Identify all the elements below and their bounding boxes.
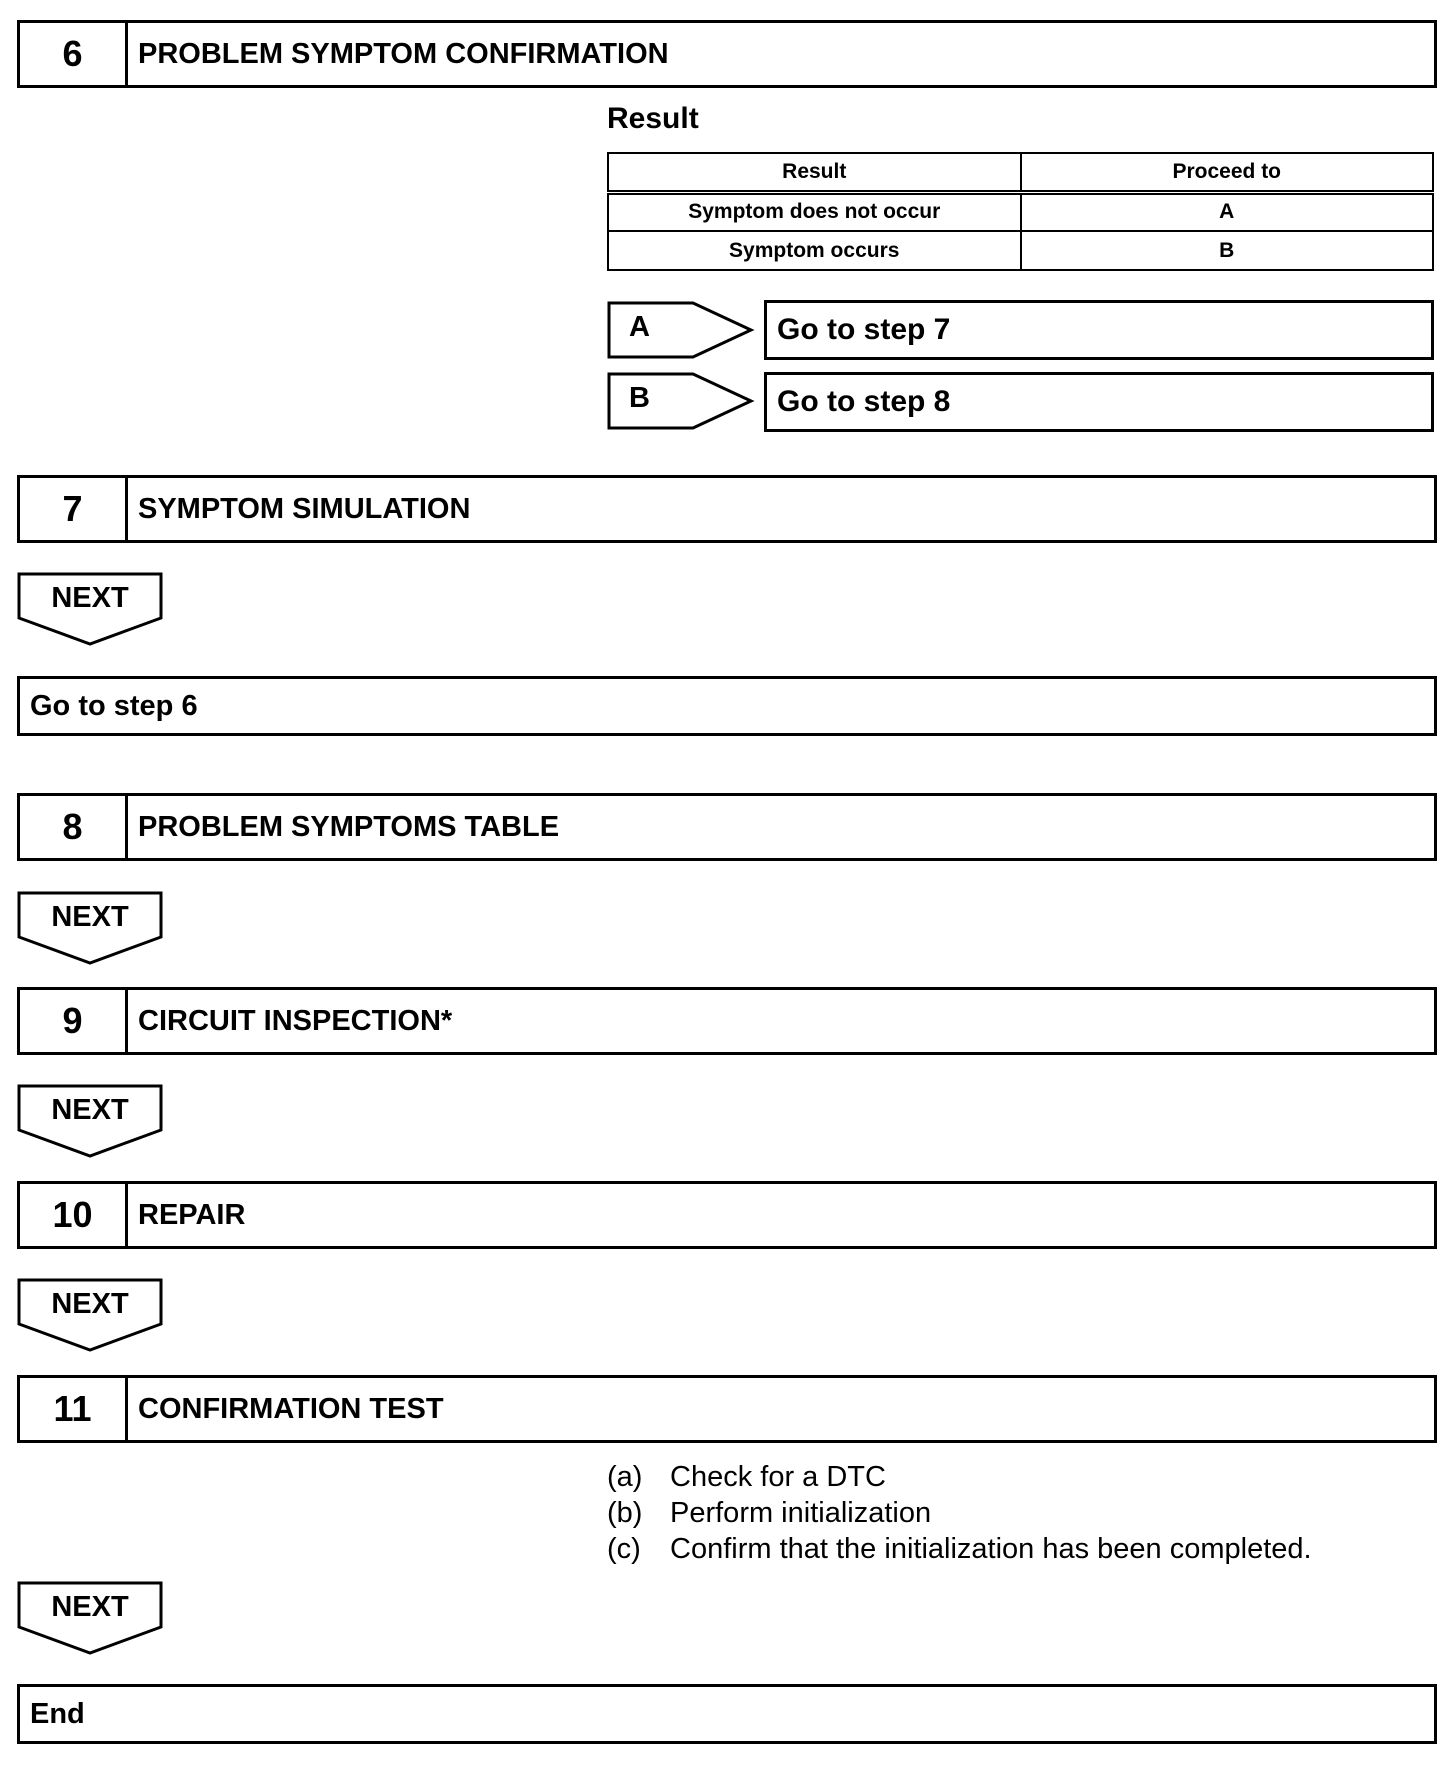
branch-a-arrow — [607, 301, 755, 359]
step-title: REPAIR — [138, 1198, 246, 1231]
end-box: End — [17, 1684, 1437, 1744]
table-header-result: Result — [608, 153, 1021, 192]
step-7-header — [17, 475, 1437, 543]
list-item-mark: (c) — [607, 1532, 641, 1565]
table-row — [608, 192, 1433, 231]
next-label: NEXT — [51, 1591, 129, 1623]
next-label: NEXT — [51, 1288, 129, 1320]
branch-a-target[interactable]: Go to step 7 — [764, 300, 1434, 360]
list-item-mark: (b) — [607, 1496, 643, 1529]
list-item-text: Perform initialization — [670, 1496, 932, 1529]
next-label: NEXT — [51, 901, 129, 933]
step-title: PROBLEM SYMPTOM CONFIRMATION — [138, 37, 669, 70]
branch-letter: A — [629, 311, 650, 343]
table-cell: B — [1021, 231, 1434, 270]
result-table — [607, 152, 1434, 271]
table-cell: Symptom does not occur — [608, 192, 1021, 231]
table-header-proceed: Proceed to — [1021, 153, 1434, 192]
next-arrow[interactable] — [17, 1084, 163, 1158]
goto-step-6-box[interactable]: Go to step 6 — [17, 676, 1437, 736]
next-label: NEXT — [51, 1094, 129, 1126]
list-item — [607, 1531, 1312, 1567]
step-11-header — [17, 1375, 1437, 1443]
table-row — [608, 231, 1433, 270]
list-item-mark: (a) — [607, 1460, 643, 1493]
next-arrow[interactable] — [17, 1581, 163, 1655]
list-item — [607, 1495, 1312, 1531]
branch-letter: B — [629, 382, 650, 414]
table-header-row — [608, 153, 1433, 192]
next-arrow[interactable] — [17, 572, 163, 646]
branch-b-arrow — [607, 372, 755, 430]
step-8-header — [17, 793, 1437, 861]
table-cell: Symptom occurs — [608, 231, 1021, 270]
step-number: 11 — [20, 1378, 128, 1440]
result-title: Result — [607, 102, 699, 135]
step-title: SYMPTOM SIMULATION — [138, 492, 471, 525]
step-number: 9 — [20, 990, 128, 1052]
list-item — [607, 1459, 1312, 1495]
step-title: CIRCUIT INSPECTION* — [138, 1004, 453, 1037]
next-arrow[interactable] — [17, 1278, 163, 1352]
step-number: 6 — [20, 23, 128, 85]
step-number: 10 — [20, 1184, 128, 1246]
list-item-text: Check for a DTC — [670, 1460, 886, 1493]
step-number: 8 — [20, 796, 128, 858]
step-10-header — [17, 1181, 1437, 1249]
next-label: NEXT — [51, 582, 129, 614]
table-cell: A — [1021, 192, 1434, 231]
step-9-header — [17, 987, 1437, 1055]
step-title: PROBLEM SYMPTOMS TABLE — [138, 810, 560, 843]
confirmation-list — [607, 1459, 1312, 1567]
step-number: 7 — [20, 478, 128, 540]
step-title: CONFIRMATION TEST — [138, 1392, 444, 1425]
list-item-text: Confirm that the initialization has been completed. — [670, 1532, 1312, 1565]
branch-b-target[interactable]: Go to step 8 — [764, 372, 1434, 432]
next-arrow[interactable] — [17, 891, 163, 965]
step-6-header — [17, 20, 1437, 88]
